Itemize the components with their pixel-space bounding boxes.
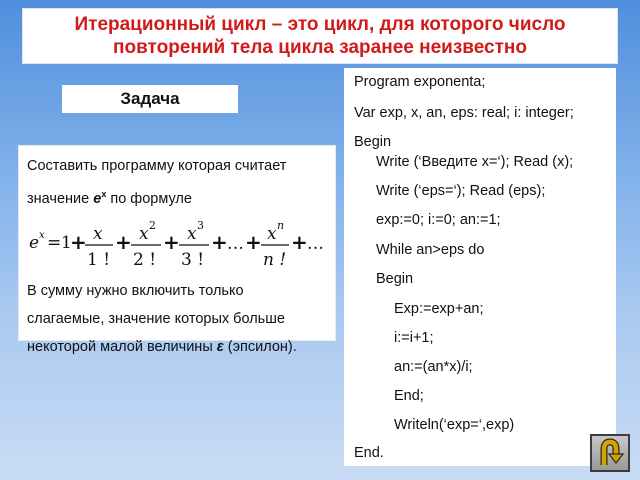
formula-den-1: 1 !	[87, 249, 111, 270]
formula-den-3: 3 !	[181, 249, 205, 270]
problem-line-2-pre: значение	[27, 190, 94, 207]
problem-line-5	[27, 333, 327, 361]
formula-eq: =	[47, 232, 62, 253]
formula-plus-4: +	[211, 229, 228, 254]
code-line-9: Exp:=exp+an;	[394, 301, 484, 317]
formula-den-n: n !	[263, 249, 287, 270]
code-line-5: Write (‘eps=‘); Read (eps);	[376, 183, 546, 199]
code-line-14: End.	[354, 445, 384, 461]
code-line-6: exp:=0; i:=0; an:=1;	[376, 212, 501, 228]
formula-num-n: x	[267, 223, 277, 244]
formula-num-3: x	[187, 223, 197, 244]
formula-num-2: x	[139, 223, 149, 244]
symbol-epsilon: ε	[216, 338, 224, 355]
formula-exp-2: 2	[149, 218, 156, 232]
formula-plus-3: +	[163, 229, 180, 254]
return-button[interactable]	[590, 434, 630, 472]
code-line-7: While an>eps do	[376, 242, 485, 258]
code-line-4: Write (‘Введите x=‘); Read (x);	[376, 154, 574, 170]
formula-den-2: 2 !	[133, 249, 157, 270]
slide-title-line1: Итерационный цикл – это цикл, для которого число	[74, 14, 566, 35]
formula-plus-2: +	[115, 229, 132, 254]
formula-exp-n: n	[277, 218, 285, 232]
problem-line-5-post: (эпсилон).	[223, 338, 297, 355]
code-line-3: Begin	[354, 134, 392, 150]
problem-line-5-pre: некоторой малой величины	[27, 338, 217, 355]
symbol-e: e	[93, 190, 102, 207]
slide-title-line2: повторений тела цикла заранее неизвестно	[113, 37, 527, 58]
problem-line-2	[27, 180, 327, 213]
formula-exp-3: 3	[197, 218, 204, 232]
formula-ellipsis-1: …	[227, 233, 244, 254]
symbol-x-exponent: x	[101, 189, 107, 199]
formula-one: 1	[61, 232, 72, 253]
formula-ellipsis-2: …	[307, 233, 324, 254]
exponent-series-formula	[27, 215, 327, 271]
problem-line-4: слагаемые, значение которых больше	[27, 310, 285, 327]
slide-title	[22, 8, 618, 64]
code-line-1: Program exponenta;	[354, 74, 486, 90]
problem-line-2-post: по формуле	[106, 190, 192, 207]
formula-plus-6: +	[291, 229, 308, 254]
problem-line-1: Составить программу которая считает	[27, 158, 287, 174]
problem-line-3: В сумму нужно включить только	[27, 282, 244, 299]
formula-num-1: x	[93, 223, 103, 244]
code-line-2: Var exp, x, an, eps: real; i: integer;	[354, 105, 574, 121]
code-line-13: Writeln(‘exp=‘,exp)	[394, 417, 515, 433]
pascal-code-listing	[344, 68, 616, 466]
code-line-8: Begin	[376, 271, 414, 287]
code-line-11: an:=(an*x)/i;	[394, 359, 473, 375]
formula-plus-1: +	[70, 229, 87, 254]
code-line-10: i:=i+1;	[394, 330, 434, 346]
problem-description	[18, 145, 336, 355]
code-line-12: End;	[394, 388, 424, 404]
task-label: Задача	[62, 85, 238, 113]
formula-e: e	[29, 232, 40, 253]
u-turn-return-icon	[595, 438, 625, 468]
formula-e-exp: x	[39, 229, 45, 241]
formula-plus-5: +	[245, 229, 262, 254]
